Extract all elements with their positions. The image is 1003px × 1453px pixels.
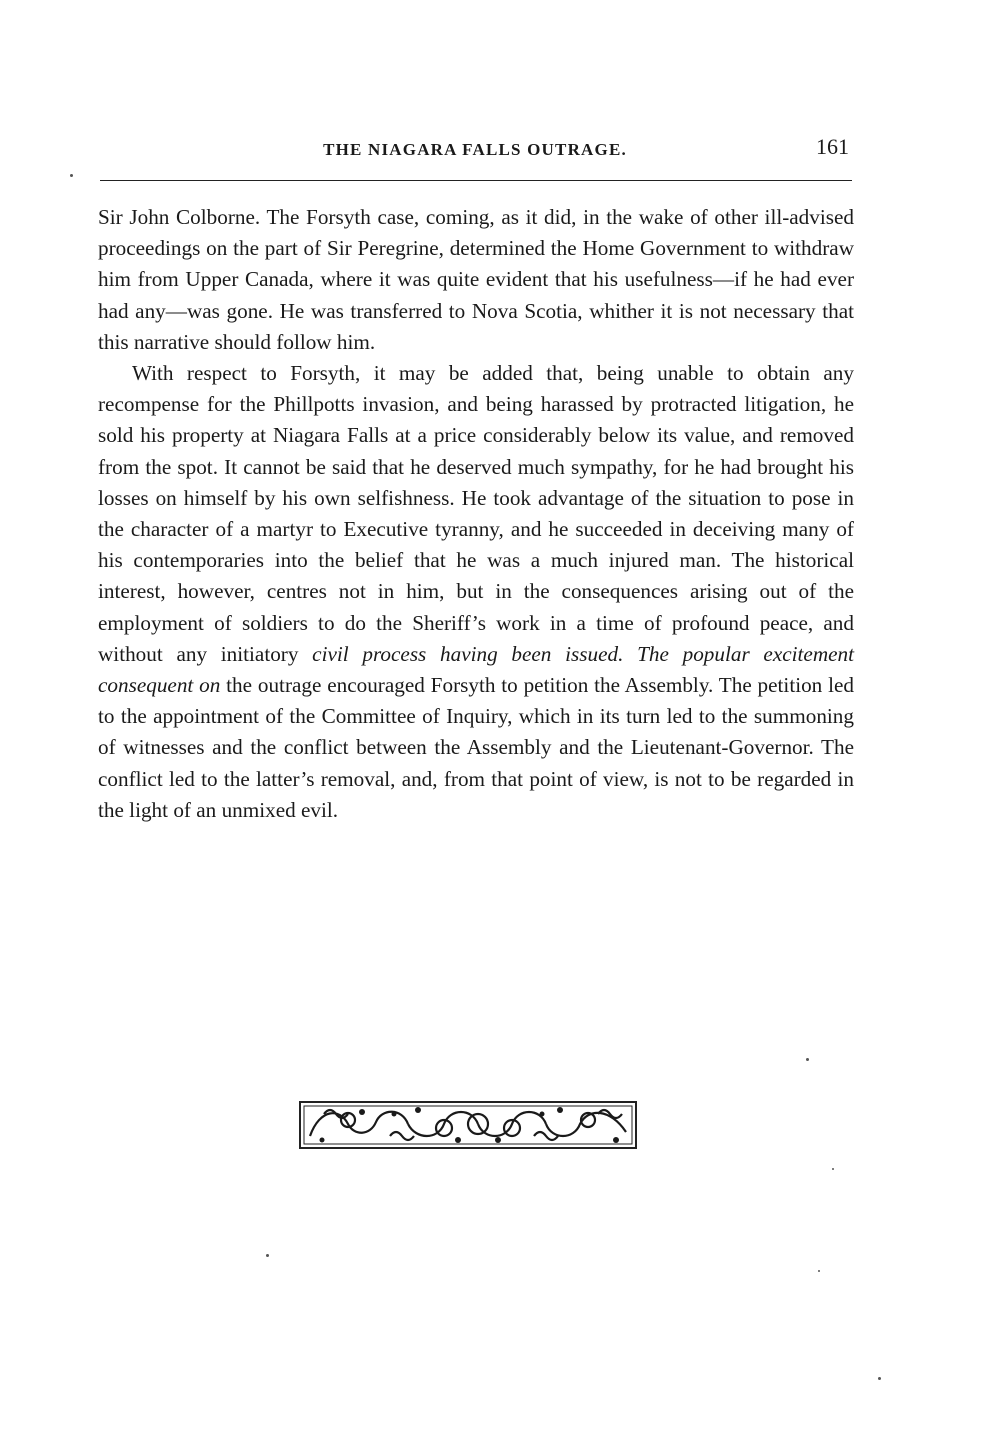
scan-speck bbox=[878, 1377, 881, 1380]
scan-speck bbox=[70, 174, 73, 177]
scan-speck bbox=[832, 1168, 834, 1170]
paragraph-1: Sir John Colborne. The Forsyth case, coming, as it did, in the wake of other ill-advised proceedings on the part of Sir Peregrine, determined the Home Government to withdraw him from Upper Canada, where it was quite evident that his usefulness—if he had ever had any—was gone. He was transferred to Nova Scotia, whither it is not necessary that this narrative should follow him. bbox=[98, 205, 854, 354]
body-text bbox=[98, 202, 854, 826]
header-rule bbox=[100, 180, 852, 181]
scan-speck bbox=[266, 1254, 269, 1257]
paragraph-2 bbox=[98, 358, 854, 826]
running-head bbox=[95, 128, 855, 176]
paragraph-2-text: With respect to Forsyth, it may be added that, being unable to obtain any recompense for the Phillpotts invasion, and being harassed by protracted litigation, he sold his property at Niagara Falls at a price considerably below its value, and removed from the spot. It cannot be said that he deserved much sympathy, for he had brought his losses on himself by his own selfishness. He took advantage of the situation to pose in the character of a martyr to Executive tyranny, and he succeeded in deceiving many of his contemporaries into the belief that he was a much injured man. The historical interest, however, centres not in him, but in the consequences arising out of the employment of soldiers to do the Sheriff’s work in a time of profound peace, and without any initiatory bbox=[98, 361, 854, 666]
scan-speck bbox=[818, 1270, 820, 1272]
scan-speck bbox=[806, 1058, 809, 1061]
page-number: 161 bbox=[816, 134, 849, 159]
running-title: THE NIAGARA FALLS OUTRAGE. bbox=[323, 140, 627, 159]
paragraph-2-text-end: the outrage encouraged Forsyth to petition the Assembly. The petition led to the appointment of the Committee of Inquiry, which in its turn led to the summoning of witnesses and the conflict between the Assembly and the Lieutenant-Governor. The conflict led to the latter’s removal, and, from that point of view, is not to be regarded in the light of an unmixed evil. bbox=[98, 673, 854, 822]
paragraph-2-italic: civil process having been issued. The popular excitement consequent on bbox=[98, 641, 854, 698]
ornamental-tailpiece bbox=[298, 1096, 638, 1154]
